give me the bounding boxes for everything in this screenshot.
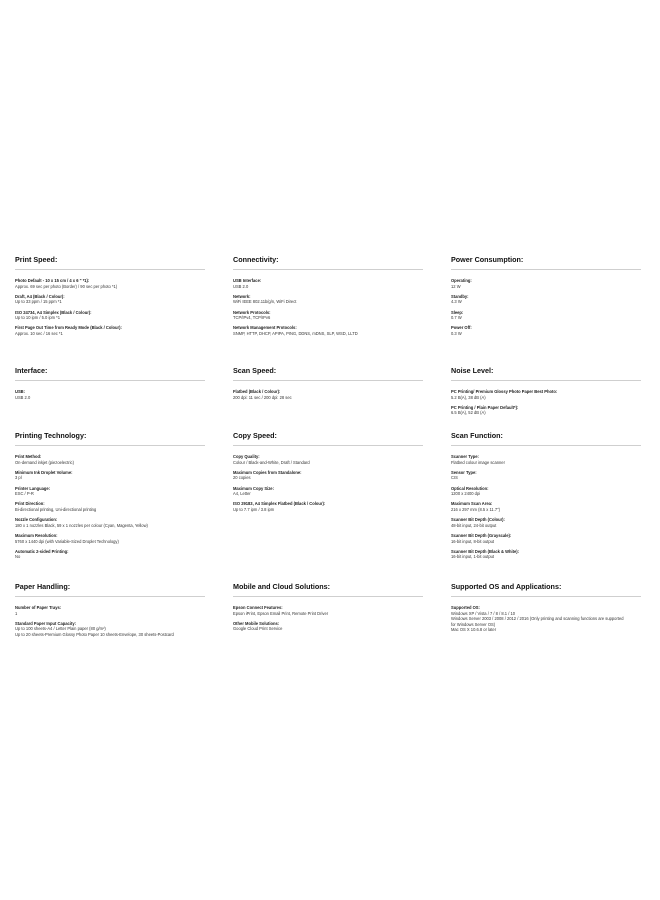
spec-value: CIS (451, 475, 458, 481)
spec-label: Maximum Copy Size: (233, 485, 274, 491)
spec-item (451, 405, 641, 416)
spec-label: Maximum Copies from Standalone: (233, 469, 302, 475)
spec-label: Photo Default - 10 x 15 cm / 4 x 6 " *1): (15, 278, 90, 283)
spec-item (451, 470, 641, 481)
spec-label: Other Mobile Solutions: (233, 620, 280, 626)
spec-value: 1200 x 2400 dpi (451, 491, 481, 497)
spec-value: 12 W (451, 283, 461, 289)
section-title: Supported OS and Applications: (451, 582, 641, 597)
spec-item (451, 454, 641, 465)
spec-item (15, 310, 205, 321)
section-print-speed (15, 255, 205, 341)
spec-label: Scanner Bit Depth (Grayscale): (451, 532, 512, 538)
spec-item (233, 389, 423, 400)
section-paper-handling (15, 582, 205, 642)
spec-value: TCP/IPv4, TCP/IPv6 (233, 315, 271, 321)
spec-item (15, 454, 205, 465)
spec-label: Nozzle Configuration: (15, 517, 58, 523)
spec-label: Supported OS: (451, 605, 480, 610)
section-title: Paper Handling: (15, 582, 205, 597)
spec-label: Sensor Type: (451, 469, 477, 475)
spec-value: 3 pl (15, 475, 22, 481)
spec-value: Approx. 10 sec / 16 sec *1 (15, 330, 63, 336)
spec-item (233, 310, 423, 321)
section-scan-function (451, 431, 641, 564)
spec-item (15, 501, 205, 512)
section-printing-technology (15, 431, 205, 564)
spec-label: Printer Language: (15, 485, 51, 491)
spec-item (233, 470, 423, 481)
spec-label: USB Interface: (233, 278, 262, 283)
section-title: Scan Speed: (233, 366, 423, 381)
spec-item (451, 549, 641, 560)
spec-label: Print Direction: (15, 501, 45, 507)
spec-value: SNMP, HTTP, DHCP, APIPA, PING, DDNS, mDNS, SLP, WSD, LLTD (233, 330, 358, 336)
spec-label: Maximum Resolution: (15, 532, 58, 538)
section-title: Noise Level: (451, 366, 641, 381)
section-title: Printing Technology: (15, 431, 205, 446)
spec-item (451, 310, 641, 321)
spec-value: 5.2 B(A), 38 dB (A) (451, 394, 486, 400)
section-title: Power Consumption: (451, 255, 641, 270)
spec-label: Scanner Bit Depth (Black & White): (451, 548, 520, 554)
spec-label: PC Printing/ Premium Glossy Photo Paper Best Photo: (451, 389, 558, 394)
spec-value: Google Cloud Print Service (233, 626, 283, 632)
section-noise-level (451, 366, 641, 421)
spec-value: 20 copies (233, 475, 251, 481)
spec-item (233, 605, 423, 616)
spec-label: Scanner Type: (451, 454, 479, 459)
spec-value: 200 dpi: 11 sec / 200 dpi: 28 sec (233, 394, 292, 400)
spec-label: Minimum Ink Droplet Volume: (15, 469, 73, 475)
section-title: Connectivity: (233, 255, 423, 270)
spec-label: Scanner Bit Depth (Colour): (451, 517, 505, 523)
spec-value: Windows XP / Vista / 7 / 8 / 8.1 / 10 (451, 610, 516, 616)
spec-value: No (15, 554, 21, 560)
spec-item (451, 605, 641, 633)
spec-value: 4.3 W (451, 299, 462, 305)
spec-value: Up to 20 sheets-Premium Glossy Photo Paper 10 sheets-Envelope, 30 sheets-Postcard (15, 631, 174, 637)
spec-item (451, 517, 641, 528)
spec-label: Draft, A4 (Black / Colour): (15, 293, 65, 299)
spec-item (451, 278, 641, 289)
spec-item (451, 486, 641, 497)
spec-item (15, 533, 205, 544)
spec-label: ISO 29183, A4 Simplex Flatbed (Black / Colour): (233, 501, 326, 507)
spec-item (233, 454, 423, 465)
spec-item (15, 389, 205, 400)
spec-value: 180 x 1 nozzles Black, 59 x 1 nozzles per colour (Cyan, Magenta, Yellow) (15, 522, 148, 528)
spec-label: Optical Resolution: (451, 485, 489, 491)
spec-label: PC Printing / Plain Paper Default*): (451, 404, 519, 410)
spec-item (233, 621, 423, 632)
section-title: Interface: (15, 366, 205, 381)
spec-label: Network Protocols: (233, 309, 271, 315)
spec-value: Approx. 69 sec per photo (Border) / 90 sec per photo *1) (15, 283, 118, 289)
section-title: Scan Function: (451, 431, 641, 446)
spec-value: Mac OS X 10.6.8 or later (451, 627, 497, 633)
spec-value: 48-bit input, 24-bit output (451, 522, 497, 528)
spec-label: Flatbed (Black / Colour): (233, 389, 281, 394)
spec-value: 0.7 W (451, 315, 462, 321)
spec-item (15, 517, 205, 528)
section-title: Mobile and Cloud Solutions: (233, 582, 423, 597)
section-power-consumption (451, 255, 641, 341)
spec-value: A4, Letter (233, 491, 251, 497)
spec-item (15, 325, 205, 336)
spec-item (233, 486, 423, 497)
spec-item (15, 470, 205, 481)
spec-label: Sleep: (451, 309, 464, 315)
section-supported-os (451, 582, 641, 638)
spec-label: Network: (233, 293, 251, 299)
spec-value: WiFi IEEE 802.11b/g/n, WiFi Direct (233, 299, 297, 305)
spec-item (15, 549, 205, 560)
spec-label: Standard Paper Input Capacity: (15, 620, 76, 626)
spec-label: Copy Quality: (233, 454, 260, 459)
spec-item (451, 533, 641, 544)
spec-item (15, 486, 205, 497)
spec-value: for Windows Server OS) (451, 621, 496, 627)
spec-label: Epson Connect Features: (233, 605, 283, 610)
spec-value: 6.5 B(A), 52 dB (A) (451, 410, 486, 416)
spec-item (233, 294, 423, 305)
spec-value: Up to 10 ipm / 5.0 ipm *1 (15, 315, 61, 321)
section-title: Print Speed: (15, 255, 205, 270)
spec-item (451, 325, 641, 336)
spec-label: Print Method: (15, 454, 42, 459)
spec-value: 1 (15, 610, 18, 616)
section-mobile-cloud (233, 582, 423, 637)
spec-item (15, 621, 205, 638)
spec-label: Automatic 2-sided Printing: (15, 548, 69, 554)
section-interface (15, 366, 205, 405)
spec-label: First Page Out Time from Ready Mode (Black / Colour): (15, 325, 122, 331)
spec-value: 16-bit input, 8-bit output (451, 538, 495, 544)
spec-label: Power Off: (451, 325, 472, 331)
spec-label: USB: (15, 389, 26, 394)
section-copy-speed (233, 431, 423, 517)
spec-item (233, 325, 423, 336)
spec-value: USB 2.0 (233, 283, 249, 289)
spec-item (15, 294, 205, 305)
spec-value: Epson iPrint, Epson Email Print, Remote Print Driver (233, 610, 329, 616)
spec-item (233, 501, 423, 512)
spec-value: Up to 7.7 ipm / 3.8 ipm (233, 506, 275, 512)
spec-item (451, 389, 641, 400)
spec-value: ESC / P-R (15, 491, 34, 497)
spec-item (15, 605, 205, 616)
spec-value: Flatbed colour image scanner (451, 459, 505, 465)
spec-value: Colour / Black-and-White, Draft / Standard (233, 459, 310, 465)
spec-value: Up to 33 ppm / 15 ppm *1 (15, 299, 62, 305)
spec-value: 0.3 W (451, 330, 462, 336)
spec-value: 16-bit input, 1-bit output (451, 554, 495, 560)
spec-label: ISO 24734, A4 Simplex (Black / Colour): (15, 309, 92, 315)
spec-value: 5760 x 1440 dpi (with Variable-Sized Droplet Technology) (15, 538, 119, 544)
spec-item (233, 278, 423, 289)
section-scan-speed (233, 366, 423, 405)
spec-value: Windows Server 2003 / 2008 / 2012 / 2016 (Only printing and scanning functions are supported (451, 616, 624, 622)
spec-label: Operating: (451, 278, 472, 283)
spec-label: Maximum Scan Area: (451, 501, 493, 507)
section-title: Copy Speed: (233, 431, 423, 446)
section-connectivity (233, 255, 423, 341)
spec-value: On-demand inkjet (piezoelectric) (15, 459, 74, 465)
spec-value: Up to 100 sheets-A4 / Letter Plain paper (80 g/m²) (15, 626, 106, 632)
spec-label: Number of Paper Trays: (15, 605, 62, 610)
spec-item (451, 501, 641, 512)
spec-value: 216 x 297 mm (8.5 x 11.7") (451, 506, 500, 512)
spec-value: Bi-directional printing, Uni-directional printing (15, 506, 97, 512)
spec-label: Standby: (451, 293, 469, 299)
spec-label: Network Management Protocols: (233, 325, 297, 331)
spec-item (451, 294, 641, 305)
spec-item (15, 278, 205, 289)
spec-value: USB 2.0 (15, 394, 31, 400)
